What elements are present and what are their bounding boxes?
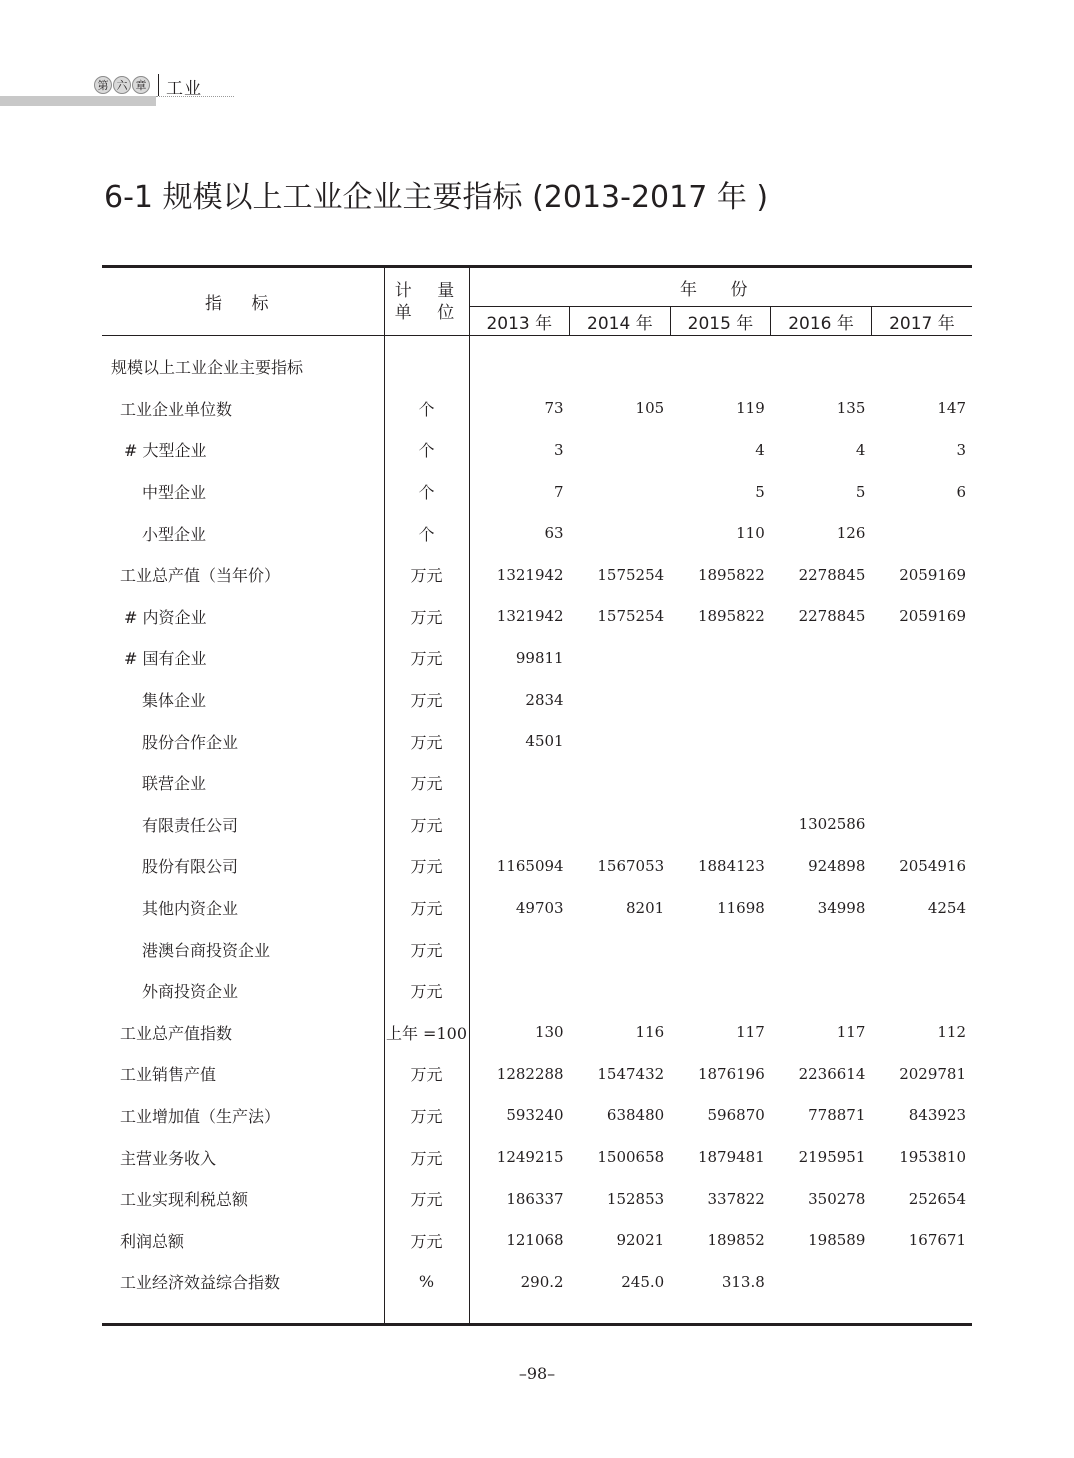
value-cell-2013: 73 <box>544 399 564 418</box>
value-cell-2017: 2029781 <box>899 1064 966 1083</box>
value-cell-2014: 105 <box>635 399 665 418</box>
value-cell-2016: 350278 <box>808 1189 866 1208</box>
value-cell-2017: 3 <box>956 440 966 459</box>
value-cell-2015: 4 <box>755 440 765 459</box>
table-row <box>102 928 972 970</box>
indicator-name: 股份有限公司 <box>102 845 384 887</box>
table-row <box>102 1219 972 1261</box>
value-cell-2015 <box>670 928 771 970</box>
value-cell-2017: 167671 <box>908 1231 966 1250</box>
indicator-name: 中型企业 <box>102 471 384 513</box>
indicator-name: 外商投资企业 <box>102 970 384 1012</box>
value-cell-2013 <box>469 970 570 1012</box>
indicator-unit: % <box>384 1261 469 1303</box>
value-cell-2015: 313.8 <box>721 1272 765 1291</box>
table-row <box>102 970 972 1012</box>
value-cell-2013 <box>469 928 570 970</box>
value-cell-2017 <box>871 637 972 679</box>
value-cell-2016 <box>771 928 872 970</box>
value-cell-2016 <box>771 637 872 679</box>
value-cell-2015 <box>670 804 771 846</box>
chapter-char-2: 六 <box>113 76 131 94</box>
table-row <box>102 388 972 430</box>
indicator-unit: 万元 <box>384 845 469 887</box>
value-cell-2013: 4501 <box>525 732 564 751</box>
indicator-name: 联营企业 <box>102 762 384 804</box>
table-row <box>102 637 972 679</box>
header-unit-line1: 计 量 <box>394 280 465 301</box>
table-bottom-row <box>102 1303 972 1325</box>
indicator-name: # 国有企业 <box>102 637 384 679</box>
indicator-name: 工业企业单位数 <box>102 388 384 430</box>
header-unit <box>384 267 469 336</box>
indicator-unit: 万元 <box>384 554 469 596</box>
value-cell-2015: 596870 <box>707 1106 765 1125</box>
value-cell-2015: 5 <box>755 482 765 501</box>
value-cell-2013: 2834 <box>525 690 564 709</box>
value-cell-2017 <box>871 679 972 721</box>
value-cell-2017: 2059169 <box>899 607 966 626</box>
value-cell-2017: 252654 <box>908 1189 966 1208</box>
header-unit-line2: 单 位 <box>394 302 465 323</box>
header-year-2013: 2013 年 <box>469 307 570 336</box>
value-cell-2015 <box>670 346 771 388</box>
value-cell-2017 <box>871 970 972 1012</box>
value-cell-2015: 119 <box>736 399 765 418</box>
value-cell-2016 <box>771 762 872 804</box>
value-cell-2014 <box>570 637 671 679</box>
value-cell-2013: 1165094 <box>496 856 564 875</box>
indicator-unit: 万元 <box>384 1219 469 1261</box>
indicator-unit: 万元 <box>384 596 469 638</box>
value-cell-2014: 8201 <box>626 898 665 917</box>
value-cell-2016: 34998 <box>817 898 866 917</box>
value-cell-2013 <box>469 804 570 846</box>
value-cell-2017: 4254 <box>927 898 966 917</box>
value-cell-2013: 1282288 <box>496 1064 564 1083</box>
value-cell-2016: 5 <box>855 482 866 501</box>
value-cell-2014 <box>570 346 671 388</box>
indicator-unit: 万元 <box>384 1053 469 1095</box>
table-row <box>102 1261 972 1303</box>
value-cell-2016: 2236614 <box>798 1064 866 1083</box>
value-cell-2016 <box>771 679 872 721</box>
chapter-char-3: 章 <box>132 76 150 94</box>
indicator-name: 股份合作企业 <box>102 720 384 762</box>
value-cell-2013: 593240 <box>506 1106 564 1125</box>
value-cell-2016: 778871 <box>808 1106 866 1125</box>
indicator-unit: 万元 <box>384 1095 469 1137</box>
table-row <box>102 845 972 887</box>
value-cell-2015: 1884123 <box>697 856 765 875</box>
header-indicator: 指 标 <box>102 267 384 336</box>
table-row <box>102 1053 972 1095</box>
value-cell-2014: 1575254 <box>597 565 665 584</box>
value-cell-2017: 112 <box>937 1023 966 1042</box>
indicator-table <box>102 265 972 1326</box>
value-cell-2013: 7 <box>554 482 564 501</box>
value-cell-2014 <box>570 928 671 970</box>
value-cell-2013: 63 <box>544 524 564 543</box>
table-row <box>102 554 972 596</box>
value-cell-2017 <box>871 346 972 388</box>
value-cell-2015: 110 <box>736 524 765 543</box>
indicator-name: 工业实现利税总额 <box>102 1178 384 1220</box>
value-cell-2014 <box>570 512 671 554</box>
table-row <box>102 762 972 804</box>
value-cell-2014: 152853 <box>606 1189 665 1208</box>
value-cell-2016 <box>771 1261 872 1303</box>
value-cell-2014: 1547432 <box>597 1064 665 1083</box>
value-cell-2016: 198589 <box>808 1231 866 1250</box>
value-cell-2013: 99811 <box>515 648 564 667</box>
header-year-2015: 2015 年 <box>670 307 771 336</box>
value-cell-2014: 92021 <box>616 1231 665 1250</box>
indicator-unit: 万元 <box>384 1178 469 1220</box>
table-row <box>102 346 972 388</box>
value-cell-2015 <box>670 720 771 762</box>
value-cell-2016: 135 <box>836 399 866 418</box>
value-cell-2017: 843923 <box>908 1106 966 1125</box>
header-year-2016: 2016 年 <box>771 307 872 336</box>
table-row <box>102 1178 972 1220</box>
value-cell-2013: 121068 <box>506 1231 564 1250</box>
value-cell-2013: 130 <box>534 1023 564 1042</box>
value-cell-2015 <box>670 762 771 804</box>
value-cell-2017 <box>871 804 972 846</box>
value-cell-2017: 2059169 <box>899 565 966 584</box>
value-cell-2014 <box>570 429 671 471</box>
indicator-name: 工业总产值指数 <box>102 1012 384 1054</box>
value-cell-2017 <box>871 512 972 554</box>
table-row <box>102 720 972 762</box>
header-gray-bar <box>0 96 156 106</box>
value-cell-2013: 1321942 <box>496 607 564 626</box>
indicator-name: 工业销售产值 <box>102 1053 384 1095</box>
value-cell-2016 <box>771 346 872 388</box>
indicator-name: 其他内资企业 <box>102 887 384 929</box>
indicator-name: 工业增加值（生产法） <box>102 1095 384 1137</box>
indicator-name: # 内资企业 <box>102 596 384 638</box>
value-cell-2013: 1321942 <box>496 565 564 584</box>
indicator-name: 有限责任公司 <box>102 804 384 846</box>
value-cell-2013: 290.2 <box>520 1272 564 1291</box>
indicator-name: 工业经济效益综合指数 <box>102 1261 384 1303</box>
value-cell-2015 <box>670 679 771 721</box>
table-row <box>102 512 972 554</box>
indicator-unit: 万元 <box>384 928 469 970</box>
value-cell-2017: 2054916 <box>899 856 966 875</box>
table-row <box>102 596 972 638</box>
value-cell-2016: 117 <box>836 1023 866 1042</box>
table-row <box>102 1136 972 1178</box>
value-cell-2016: 924898 <box>808 856 866 875</box>
value-cell-2014 <box>570 679 671 721</box>
value-cell-2016: 4 <box>855 440 866 459</box>
value-cell-2015: 189852 <box>707 1231 765 1250</box>
indicator-unit: 万元 <box>384 679 469 721</box>
value-cell-2016: 1302586 <box>798 815 866 834</box>
indicator-unit: 个 <box>384 388 469 430</box>
value-cell-2015: 1895822 <box>697 565 765 584</box>
indicator-name: 工业总产值（当年价） <box>102 554 384 596</box>
value-cell-2015: 1876196 <box>697 1064 765 1083</box>
value-cell-2016: 2195951 <box>798 1148 866 1167</box>
indicator-name: # 大型企业 <box>102 429 384 471</box>
indicator-name: 小型企业 <box>102 512 384 554</box>
value-cell-2015: 1895822 <box>697 607 765 626</box>
table-row <box>102 1012 972 1054</box>
value-cell-2015: 337822 <box>707 1189 765 1208</box>
value-cell-2014: 245.0 <box>621 1272 665 1291</box>
value-cell-2014 <box>570 970 671 1012</box>
value-cell-2015 <box>670 970 771 1012</box>
value-cell-2014: 1575254 <box>597 607 665 626</box>
table-row <box>102 804 972 846</box>
indicator-name: 主营业务收入 <box>102 1136 384 1178</box>
value-cell-2014: 638480 <box>606 1106 665 1125</box>
value-cell-2013 <box>469 762 570 804</box>
indicator-name: 集体企业 <box>102 679 384 721</box>
indicator-unit: 个 <box>384 429 469 471</box>
table-spacer-row <box>102 336 972 347</box>
table-row <box>102 1095 972 1137</box>
value-cell-2014 <box>570 471 671 513</box>
value-cell-2017: 6 <box>956 482 966 501</box>
value-cell-2016 <box>771 970 872 1012</box>
chapter-char-1: 第 <box>94 76 112 94</box>
indicator-unit: 万元 <box>384 1136 469 1178</box>
value-cell-2017: 1953810 <box>899 1148 966 1167</box>
indicator-name: 港澳台商投资企业 <box>102 928 384 970</box>
value-cell-2016: 2278845 <box>798 565 866 584</box>
table-row <box>102 887 972 929</box>
value-cell-2013: 3 <box>554 440 564 459</box>
value-cell-2014 <box>570 720 671 762</box>
indicator-unit: 万元 <box>384 887 469 929</box>
indicator-unit: 个 <box>384 512 469 554</box>
value-cell-2016 <box>771 720 872 762</box>
indicator-name: 规模以上工业企业主要指标 <box>102 346 384 388</box>
value-cell-2013: 186337 <box>506 1189 564 1208</box>
indicator-name: 利润总额 <box>102 1219 384 1261</box>
value-cell-2016: 2278845 <box>798 607 866 626</box>
value-cell-2016: 126 <box>836 524 866 543</box>
indicator-unit <box>384 346 469 388</box>
value-cell-2015: 11698 <box>717 898 765 917</box>
header-years-group: 年 份 <box>469 267 972 307</box>
indicator-unit: 万元 <box>384 804 469 846</box>
header-year-2014: 2014 年 <box>570 307 671 336</box>
page-title: 6-1 规模以上工业企业主要指标 (2013-2017 年 ) <box>104 180 769 215</box>
value-cell-2017 <box>871 762 972 804</box>
value-cell-2013 <box>469 346 570 388</box>
value-cell-2013: 49703 <box>515 898 564 917</box>
section-name: 工业 <box>166 79 202 99</box>
value-cell-2015: 117 <box>736 1023 765 1042</box>
indicator-unit: 万元 <box>384 762 469 804</box>
value-cell-2014: 116 <box>635 1023 665 1042</box>
page-number: –98– <box>518 1364 556 1383</box>
indicator-unit: 个 <box>384 471 469 513</box>
value-cell-2014 <box>570 762 671 804</box>
value-cell-2014: 1567053 <box>597 856 665 875</box>
table-row <box>102 471 972 513</box>
value-cell-2014 <box>570 804 671 846</box>
indicator-unit: 上年 =100 <box>384 1012 469 1054</box>
header-year-2017: 2017 年 <box>871 307 972 336</box>
indicator-unit: 万元 <box>384 970 469 1012</box>
header-divider <box>158 74 159 96</box>
value-cell-2017 <box>871 720 972 762</box>
value-cell-2017 <box>871 928 972 970</box>
table-row <box>102 429 972 471</box>
value-cell-2014: 1500658 <box>597 1148 665 1167</box>
value-cell-2013: 1249215 <box>496 1148 564 1167</box>
value-cell-2015 <box>670 637 771 679</box>
value-cell-2015: 1879481 <box>697 1148 765 1167</box>
indicator-unit: 万元 <box>384 637 469 679</box>
value-cell-2017 <box>871 1261 972 1303</box>
value-cell-2017: 147 <box>937 399 966 418</box>
table-row <box>102 679 972 721</box>
table-body <box>102 336 972 1325</box>
indicator-unit: 万元 <box>384 720 469 762</box>
